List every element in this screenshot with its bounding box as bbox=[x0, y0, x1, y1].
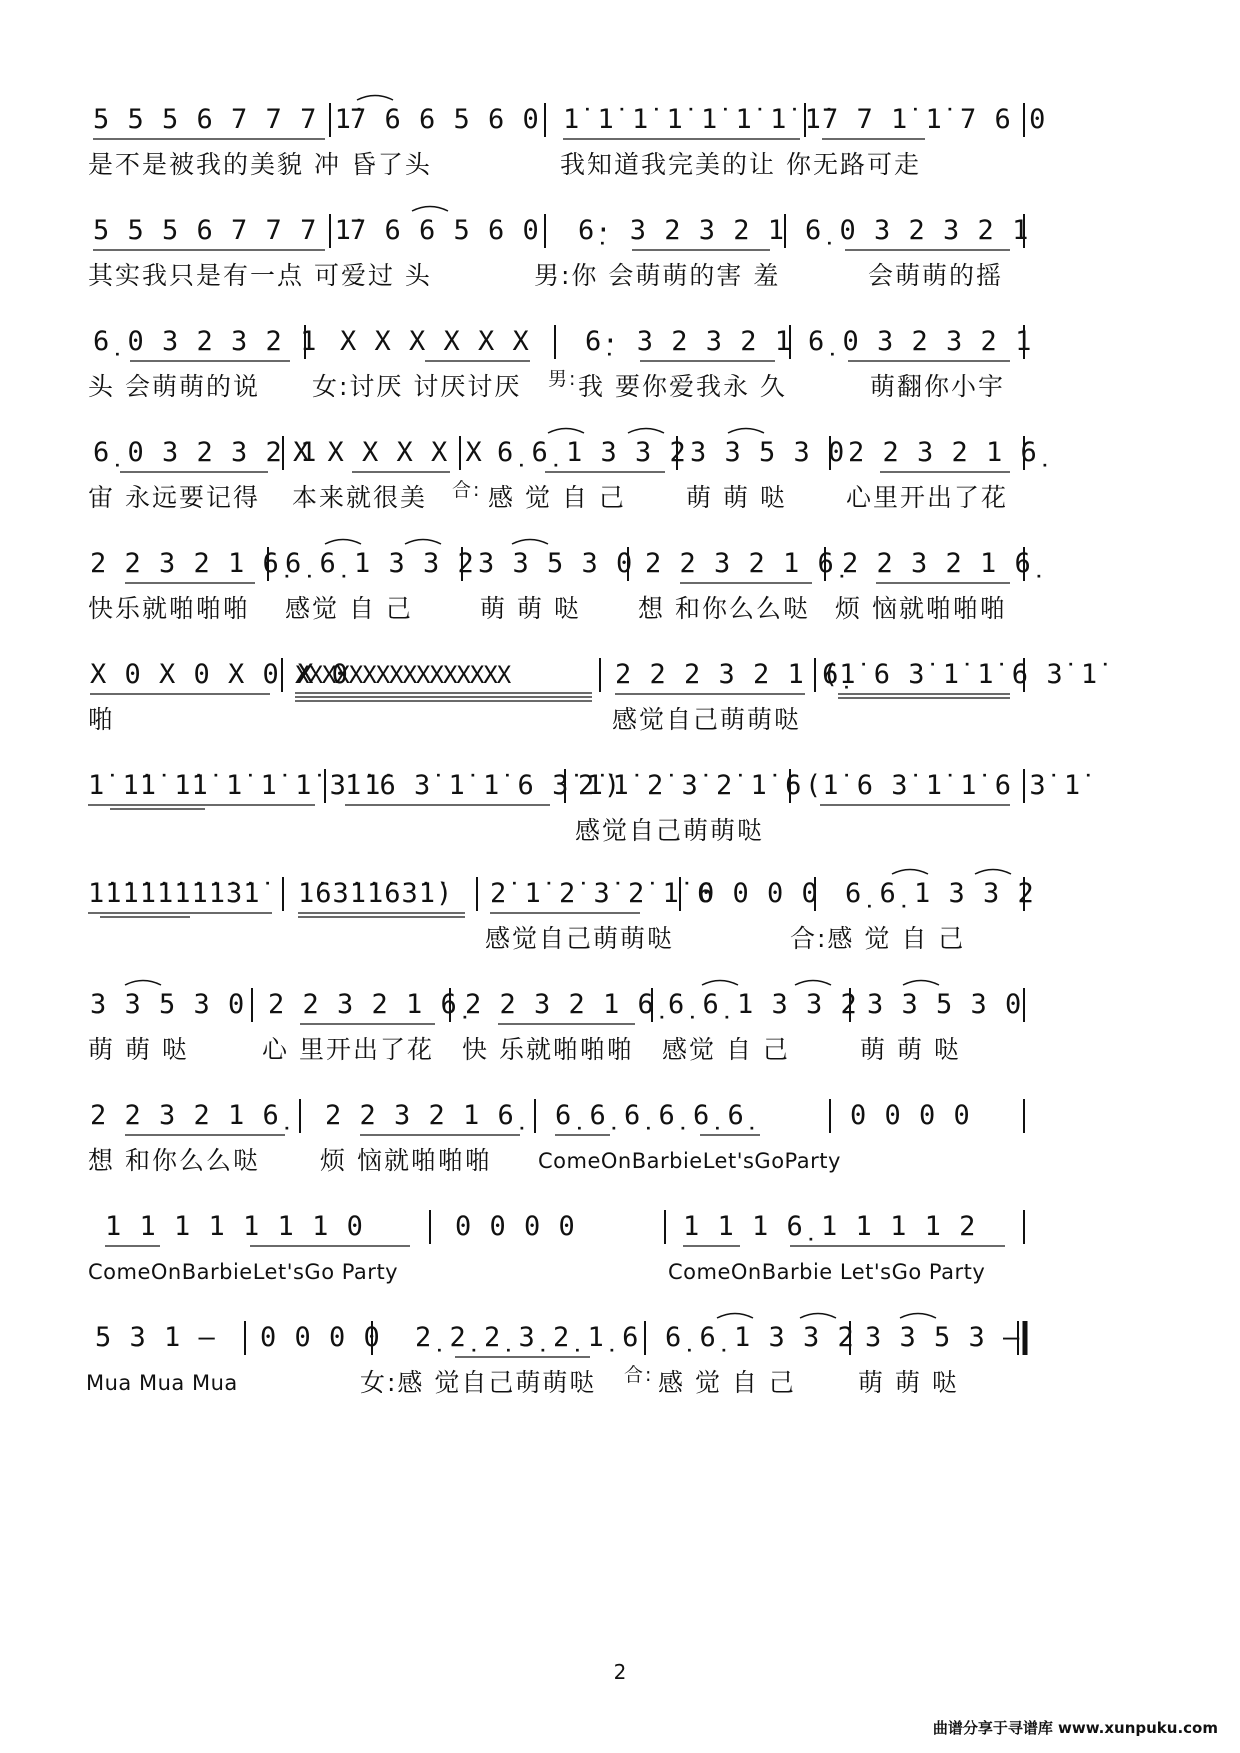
lyric: 合: bbox=[624, 1364, 654, 1386]
lyric: ComeOnBarbieLet'sGoParty bbox=[538, 1149, 841, 1173]
measure: 6̣ 6̣ 1 3 3 2 bbox=[497, 437, 687, 468]
lyrics-row bbox=[0, 1032, 1240, 1072]
measure: 3 3 5 3 – bbox=[865, 1322, 1021, 1353]
staff-system-11 bbox=[0, 1202, 1240, 1312]
footer-credit: 曲谱分享于寻谱库 www.xunpuku.com bbox=[932, 1719, 1218, 1737]
lyric: 萌 萌 哒 bbox=[860, 1035, 961, 1064]
barlines bbox=[0, 650, 1240, 710]
measure: 5 5 5 6 7 7 7 1̇ bbox=[93, 215, 352, 246]
measure: 1̇ 1̇ 1̇ 1̇ 1̇ 1̇ 1̇ 1̇ bbox=[563, 104, 822, 135]
measure: 6̣· 3 2 3 2 1 bbox=[585, 326, 793, 357]
lyric: 女:讨厌 讨厌讨厌 bbox=[312, 372, 522, 401]
lyric: 快 乐就啪啪啪 bbox=[462, 1035, 634, 1064]
measure: 1̇63̇1̇1̇63̇1̇) bbox=[298, 878, 454, 909]
staff-system-7 bbox=[0, 761, 1240, 871]
notes-row bbox=[0, 761, 1240, 811]
lyrics-row bbox=[0, 1365, 1240, 1405]
measure: 0 0 0 0 bbox=[850, 1100, 971, 1131]
lyric: 感 觉 自 己 bbox=[488, 483, 626, 512]
lyric: 宙 永远要记得 bbox=[88, 483, 260, 512]
measure: 0 0 0 0 bbox=[455, 1211, 576, 1242]
lyric: 男:你 会萌萌的害 羞 bbox=[534, 261, 781, 290]
notes-row bbox=[0, 650, 1240, 700]
staff-system-9 bbox=[0, 980, 1240, 1090]
measure: 6̣ 0 3 2 3 2 1 bbox=[805, 215, 1030, 246]
measure: 6̣ 6̣ 1 3 3 2 bbox=[285, 548, 475, 579]
staff-system-2 bbox=[0, 206, 1240, 316]
notes-row bbox=[0, 1091, 1240, 1141]
lyrics-row bbox=[0, 480, 1240, 520]
staff-system-10 bbox=[0, 1091, 1240, 1201]
lyric: 是不是被我的美貌 冲 昏了头 bbox=[88, 150, 432, 179]
barlines bbox=[0, 761, 1240, 821]
lyric: 快乐就啪啪啪 bbox=[88, 594, 251, 623]
lyric: 心 里开出了花 bbox=[262, 1035, 434, 1064]
lyrics-row bbox=[0, 1143, 1240, 1183]
lyric: 感觉自己萌萌哒 bbox=[485, 924, 675, 953]
lyrics-row bbox=[0, 147, 1240, 187]
lyric: 萌 萌 哒 bbox=[686, 483, 787, 512]
lyric: 本来就很美 bbox=[292, 483, 428, 512]
barlines bbox=[0, 1091, 1240, 1151]
measure: 1̇1̇1̇1̇1̇1̇1̇1̇3̇1̇ bbox=[88, 878, 261, 909]
notes-row bbox=[0, 206, 1240, 256]
lyric: 萌翻你小宇 bbox=[870, 372, 1006, 401]
lyrics-row bbox=[0, 591, 1240, 631]
staff-system-6 bbox=[0, 650, 1240, 760]
measure: 6̣· 3 2 3 2 1 bbox=[578, 215, 786, 246]
notes-row bbox=[0, 980, 1240, 1030]
staff-system-3 bbox=[0, 317, 1240, 427]
staff-system-8 bbox=[0, 869, 1240, 979]
lyric: 我 要你爱我永 久 bbox=[578, 372, 787, 401]
measure: 5 3 1 – bbox=[95, 1322, 216, 1353]
notes-row bbox=[0, 428, 1240, 478]
lyric: 心里开出了花 bbox=[846, 483, 1009, 512]
barlines bbox=[0, 1202, 1240, 1262]
measure: 6̣ 6̣ 1 3 3 2 bbox=[845, 878, 1035, 909]
measure: 6̣ 6̣ 6̣ 6̣ 6̣ 6̣ bbox=[555, 1100, 745, 1131]
measure: 2 2 3 2 1 6̣ bbox=[465, 989, 655, 1020]
measure: 3 3 5 3 0 bbox=[90, 989, 246, 1020]
measure: 2̇ 1̇ 2̇ 3̇ 2̇ 1̇ 6 bbox=[578, 770, 803, 801]
lyric: 萌 萌 哒 bbox=[88, 1035, 189, 1064]
lyrics-row bbox=[0, 1254, 1240, 1294]
measure: 2 2 3 2 1 6̣ bbox=[90, 1100, 280, 1131]
measure: (1̇ 6 3̇ 1̇ 1̇ 6 3̇ 1̇ bbox=[805, 770, 1082, 801]
measure: 1̇ 6 3̇ 1̇ 1̇ 6 3̇ 1̇) bbox=[345, 770, 622, 801]
measure: 2̇ 1̇ 2̇ 3̇ 2̇ 1̇ 6 bbox=[490, 878, 715, 909]
lyrics-row bbox=[0, 813, 1240, 853]
barlines bbox=[0, 206, 1240, 266]
lyric: 萌 萌 哒 bbox=[480, 594, 581, 623]
barlines bbox=[0, 428, 1240, 488]
measure: 1̇ 1̇1̇ 1̇1̇ 1̇ 1̇ 1̇ 3̇ 1̇ bbox=[88, 770, 382, 801]
measure: 7 7 1̇ 1̇ 7 6 0 bbox=[822, 104, 1047, 135]
measure: 6̣ 6̣ 1 3 3 2 bbox=[668, 989, 858, 1020]
notes-row bbox=[0, 95, 1240, 145]
measure: 6̣ 0 3 2 3 2 1 bbox=[93, 437, 318, 468]
measure: 0 0 0 0 bbox=[260, 1322, 381, 1353]
measure: 3 3 5 3 0 bbox=[867, 989, 1023, 1020]
measure: 6̣ 0 3 2 3 2 1 bbox=[93, 326, 318, 357]
measure: 7 6 6 5 6 0 bbox=[350, 104, 540, 135]
notes-row bbox=[0, 539, 1240, 589]
lyric: 想 和你么么哒 bbox=[88, 1146, 260, 1175]
staff-system-1 bbox=[0, 95, 1240, 205]
lyric: 感觉自己萌萌哒 bbox=[575, 816, 765, 845]
measure: 3 3 5 3 0 bbox=[690, 437, 846, 468]
lyric: 其实我只是有一点 可爱过 头 bbox=[88, 261, 432, 290]
lyric: 感 觉 自 己 bbox=[658, 1368, 796, 1397]
lyric: ComeOnBarbieLet'sGo Party bbox=[88, 1260, 399, 1284]
lyric: 想 和你么么哒 bbox=[638, 594, 810, 623]
lyric: 感觉 自 己 bbox=[285, 594, 413, 623]
lyric: ComeOnBarbie Let'sGo Party bbox=[668, 1260, 986, 1284]
measure: 1 1 1 1 1 1 1 0 bbox=[105, 1211, 364, 1242]
measure: 2 2 3 2 1 6̣ bbox=[645, 548, 835, 579]
lyric: 感觉 自 己 bbox=[662, 1035, 790, 1064]
measure: XXXXXXXXXXXXXXXX bbox=[295, 661, 511, 689]
lyric: 萌 萌 哒 bbox=[858, 1368, 959, 1397]
measure: 6̣ 6̣ 1 3 3 2 bbox=[665, 1322, 855, 1353]
lyric: 女:感 觉自己萌萌哒 bbox=[360, 1368, 597, 1397]
barlines bbox=[0, 1313, 1240, 1373]
barlines bbox=[0, 980, 1240, 1040]
staff-system-5 bbox=[0, 539, 1240, 649]
measure: 2̣ 2̣ 2̣ 3̣ 2̣ 1̣ 6 bbox=[415, 1322, 640, 1353]
measure: 7 6 6 5 6 0 bbox=[350, 215, 540, 246]
page-number: 2 bbox=[613, 1660, 627, 1684]
lyrics-row bbox=[0, 369, 1240, 409]
lyric: 会萌萌的摇 bbox=[868, 261, 1004, 290]
lyric: 合:感 觉 自 己 bbox=[790, 924, 966, 953]
barlines bbox=[0, 869, 1240, 929]
measure: 5 5 5 6 7 7 7 1̇ bbox=[93, 104, 352, 135]
measure: 2 2 3 2 1 6̣ bbox=[90, 548, 280, 579]
measure: 0 0 0 0 bbox=[698, 878, 819, 909]
measure: 2 2 3 2 1 6̣ bbox=[842, 548, 1032, 579]
staff-system-12 bbox=[0, 1313, 1240, 1423]
barlines bbox=[0, 317, 1240, 377]
measure: 2 2 3 2 1 6̣ bbox=[268, 989, 458, 1020]
lyric: Mua Mua Mua bbox=[86, 1371, 238, 1395]
staff-system-4 bbox=[0, 428, 1240, 538]
lyric: 合: bbox=[452, 479, 482, 501]
notes-row bbox=[0, 317, 1240, 367]
measure: 2 2 2 3 2 1 6̣ bbox=[615, 659, 840, 690]
measure: X 0 X 0 X 0 X 0 bbox=[90, 659, 349, 690]
lyrics-row bbox=[0, 702, 1240, 742]
lyrics-row bbox=[0, 258, 1240, 298]
measure: X X X X X X bbox=[293, 437, 483, 468]
barlines bbox=[0, 95, 1240, 155]
measure: (1̇ 6 3̇ 1̇ 1̇ 6 3̇ 1̇ bbox=[822, 659, 1099, 690]
measure: 3 3 5 3 0 bbox=[478, 548, 634, 579]
measure: X X X X X X bbox=[340, 326, 530, 357]
notes-row bbox=[0, 1202, 1240, 1252]
measure: 1 1 1 6̣ 1 1 1 1 2 bbox=[683, 1211, 977, 1242]
measure: 6̣ 0 3 2 3 2 1 bbox=[808, 326, 1033, 357]
lyrics-row bbox=[0, 921, 1240, 961]
lyric: 烦 恼就啪啪啪 bbox=[835, 594, 1007, 623]
notes-row bbox=[0, 1313, 1240, 1363]
measure: 2 2 3 2 1 6̣ bbox=[325, 1100, 515, 1131]
lyric: 男: bbox=[548, 368, 578, 390]
lyric: 头 会萌萌的说 bbox=[88, 372, 260, 401]
lyric: 烦 恼就啪啪啪 bbox=[320, 1146, 492, 1175]
notes-row bbox=[0, 869, 1240, 919]
lyric: 啪 bbox=[88, 705, 116, 734]
lyric: 感觉自己萌萌哒 bbox=[612, 705, 802, 734]
barlines bbox=[0, 539, 1240, 599]
measure: 2 2 3 2 1 6̣ bbox=[848, 437, 1038, 468]
lyric: 我知道我完美的让 你无路可走 bbox=[560, 150, 921, 179]
